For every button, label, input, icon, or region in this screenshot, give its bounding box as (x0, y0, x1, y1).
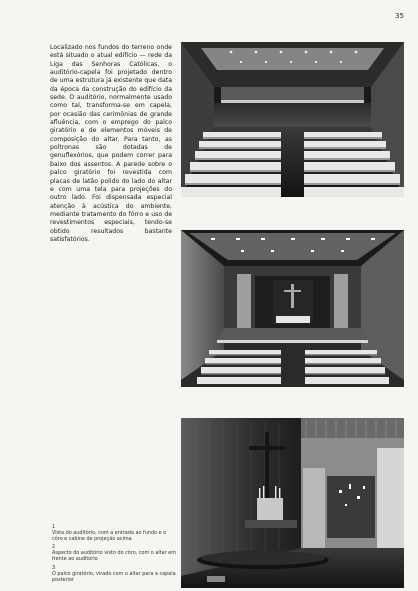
caption-text: O palco giratório, virado com o altar para a capela posterior (52, 570, 176, 583)
caption-2 (52, 544, 176, 562)
auditorium-seating-photo (181, 42, 404, 197)
caption-text: Vista do auditório, com a entrada ao fundo e o côro e cabine de projeção acima (52, 530, 167, 543)
caption-1 (52, 524, 176, 542)
caption-number: 3 (52, 564, 56, 571)
auditorium-stage-photo (181, 230, 404, 387)
caption-3 (52, 565, 176, 583)
photo-captions (52, 524, 176, 585)
page-number: 35 (395, 12, 404, 20)
caption-number: 2 (52, 544, 56, 551)
caption-text: Aspecto do auditório visto do côro, com o altar em frente ao auditório (52, 550, 176, 563)
body-text: Localizado nos fundos do terreno onde está situado o atual edifício — rede da Liga das Senhoras Católicas, o auditório-capela foi projetado dentro de uma estrutura já existente que data da época da construção do edifício da sede. O auditório, normalmente usado como tal, transforma-se em capela, por ocasião das cerimônias de grande afluência, com o emprego do palco giratório e de elementos móveis de composição do altar. Para tanto, as poltronas são dotadas de genuflexórios, que podem correr para baixo dos assentos. A parede sobre o palco giratório foi revestida com placas de latão polido do lado do altar e com uma tela para projeções do outro lado. Foi dispensada especial atenção à acústica do ambiente, mediante tratamento do fôrro e uso de revestimentos especiais, tendo-se obtido resultados bastante satisfatórios. (50, 44, 172, 243)
rotating-stage-altar-photo (181, 418, 404, 588)
caption-number: 1 (52, 524, 56, 530)
